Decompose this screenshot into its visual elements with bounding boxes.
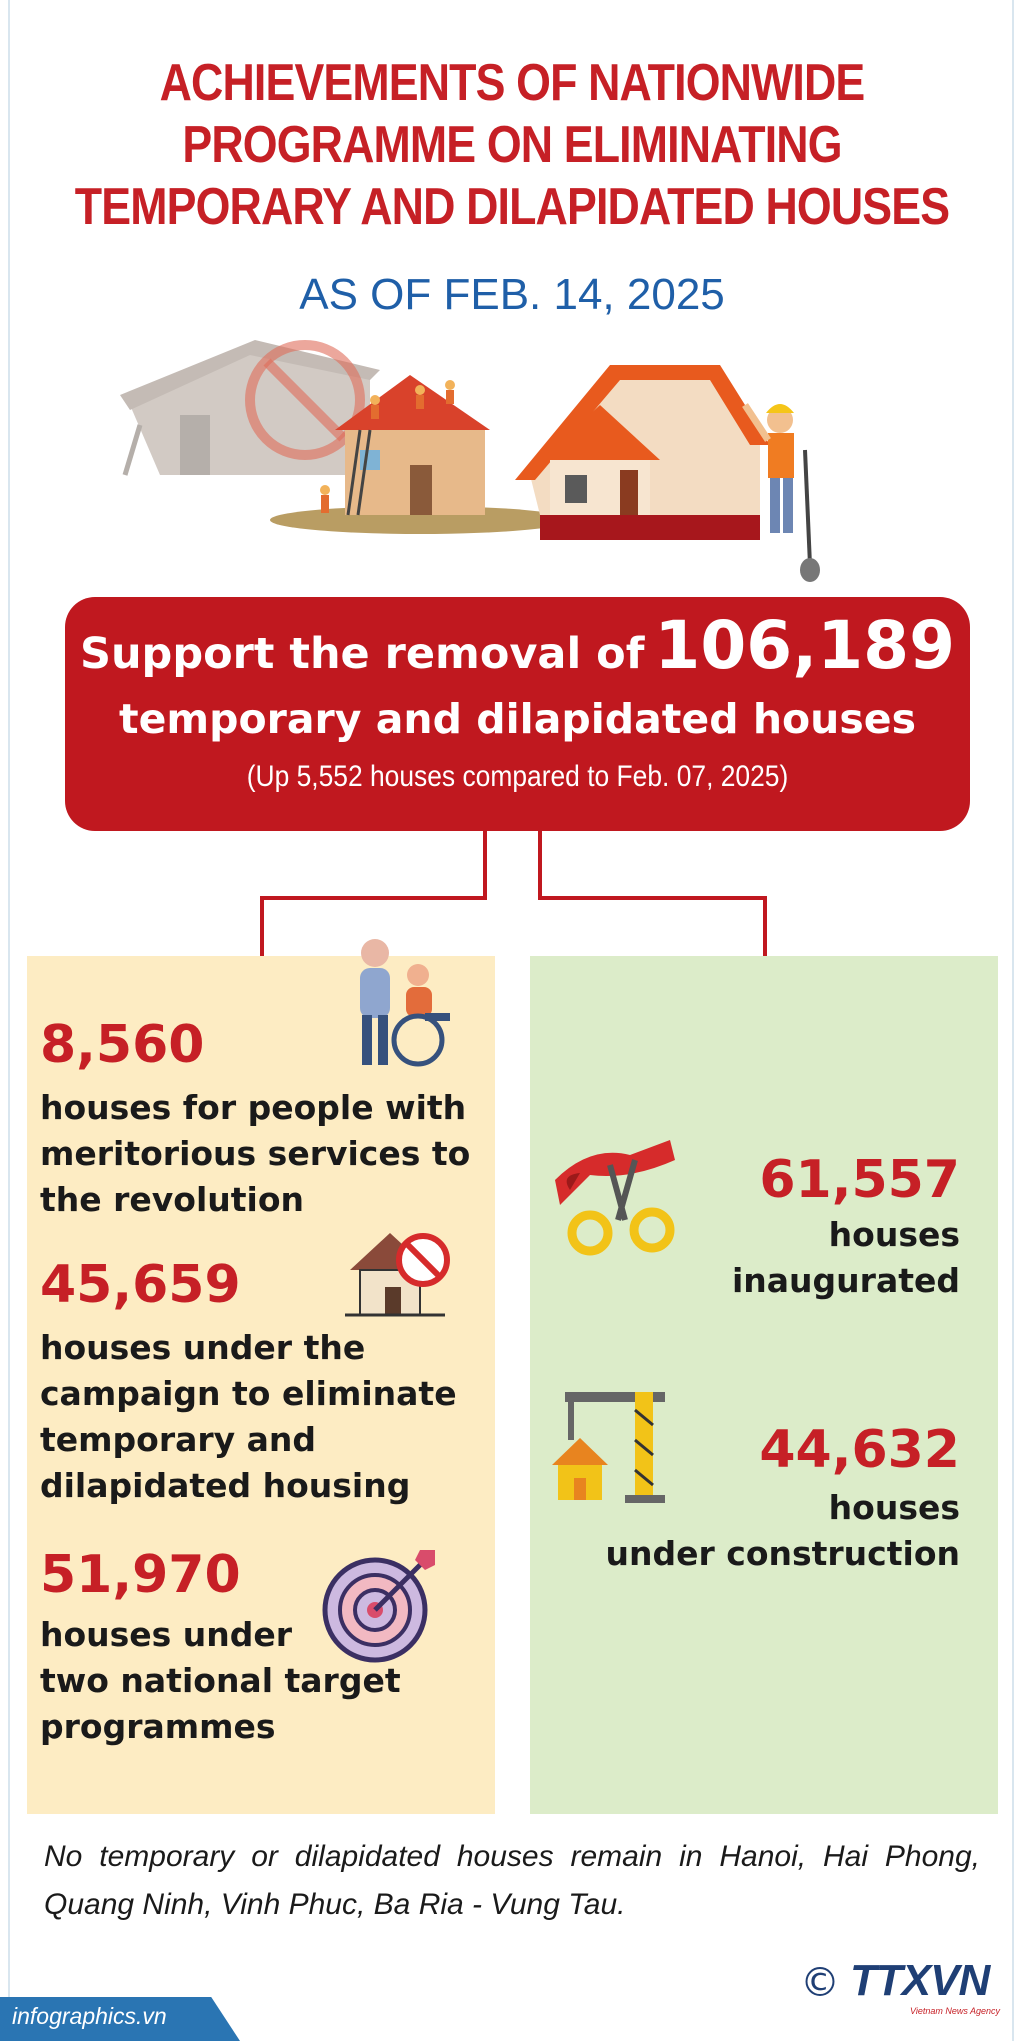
desc-line: houses	[828, 1215, 960, 1254]
page-title	[72, 52, 953, 238]
stat-value-inaugurated: 61,557	[759, 1150, 960, 1210]
desc-line: houses	[828, 1488, 960, 1527]
wheelchair-icon	[330, 935, 460, 1070]
stat-desc-meritorious	[40, 1085, 470, 1223]
stat-desc-target-programmes	[40, 1612, 401, 1750]
houses-illustration	[120, 335, 840, 585]
desc-line: houses for people with	[40, 1088, 467, 1127]
title-line-2: PROGRAMME ON ELIMINATING	[182, 116, 842, 174]
headline-prefix: Support the removal of	[79, 629, 645, 679]
stat-value-campaign: 45,659	[40, 1255, 241, 1315]
desc-line: under construction	[605, 1534, 960, 1573]
desc-line: meritorious services to	[40, 1134, 471, 1173]
headline-banner	[65, 597, 970, 831]
right-panel	[530, 956, 998, 1814]
headline-line-1	[65, 607, 970, 689]
no-dilapidated-house-icon	[345, 1225, 455, 1325]
title-line-3: TEMPORARY AND DILAPIDATED HOUSES	[74, 178, 950, 236]
headline-line-3: (Up 5,552 houses compared to Feb. 07, 2025)	[246, 760, 789, 793]
stat-value-target-programmes: 51,970	[40, 1545, 241, 1605]
desc-line: houses under	[40, 1615, 293, 1654]
headline-total: 106,189	[654, 607, 956, 684]
desc-line: dilapidated housing	[40, 1466, 411, 1505]
stat-desc-inaugurated	[530, 1212, 960, 1304]
desc-line: inaugurated	[731, 1261, 960, 1300]
desc-line: programmes	[40, 1707, 276, 1746]
desc-line: two national target	[40, 1661, 401, 1700]
brand-subtitle: Vietnam News Agency	[910, 2006, 1001, 2016]
connector-lines	[0, 830, 1024, 960]
stat-value-under-construction: 44,632	[759, 1420, 960, 1480]
page-subtitle: AS OF FEB. 14, 2025	[299, 270, 725, 319]
desc-line: temporary and	[40, 1420, 317, 1459]
stat-value-meritorious: 8,560	[40, 1015, 205, 1075]
desc-line: the revolution	[40, 1180, 305, 1219]
footnote: No temporary or dilapidated houses remain in Hanoi, Hai Phong, Quang Ninh, Vinh Phuc, Ba Ria - Vung Tau.	[44, 1840, 980, 1921]
footer-site: infographics.vn	[12, 2003, 167, 2029]
copyright-icon: ©	[800, 1960, 840, 2006]
title-line-1: ACHIEVEMENTS OF NATIONWIDE	[159, 54, 865, 112]
desc-line: campaign to eliminate	[40, 1374, 457, 1413]
stat-desc-under-construction	[530, 1485, 960, 1577]
desc-line: houses under the	[40, 1328, 366, 1367]
brand-logo: TTXVN	[850, 1956, 990, 2005]
headline-line-2: temporary and dilapidated houses	[119, 695, 916, 743]
stat-desc-campaign	[40, 1325, 457, 1509]
